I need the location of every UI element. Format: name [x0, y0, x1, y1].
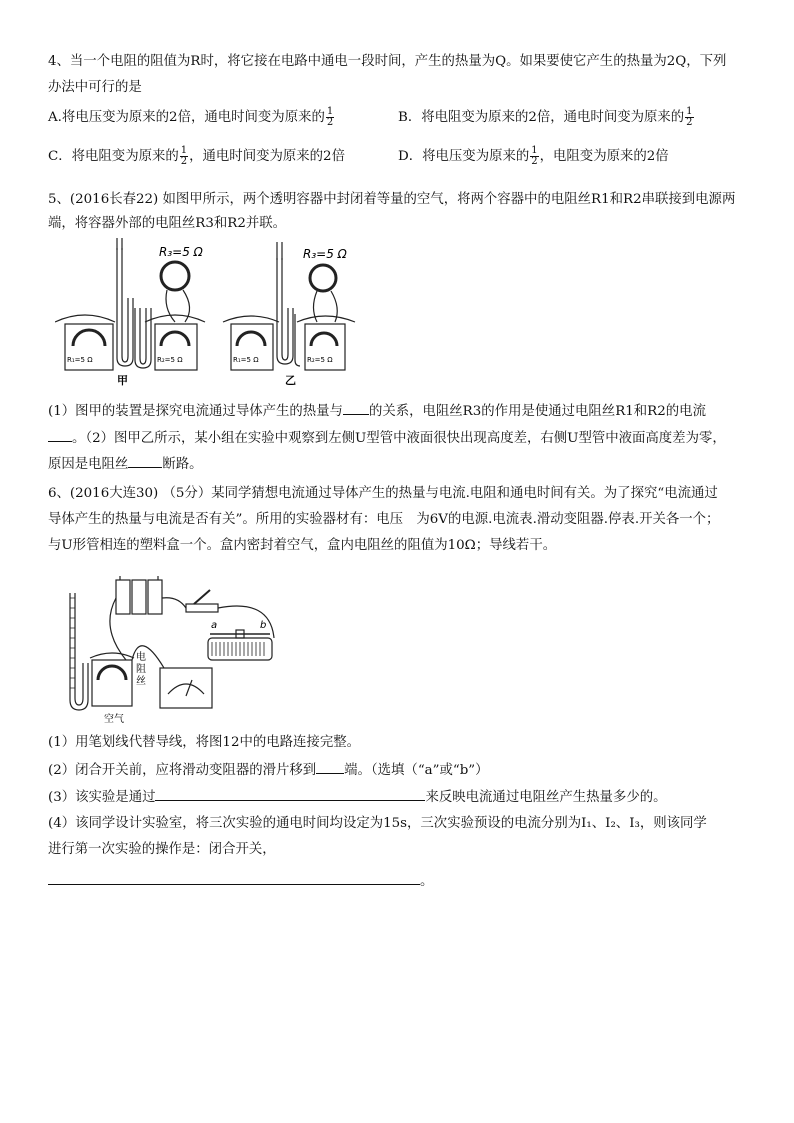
q5-part1-line: (1）图甲的装置是探究电流通过导体产生的热量与 的关系，电阻丝R3的作用是使通过电阻丝R1和R2的电流 [48, 400, 706, 423]
apparatus-yi [223, 242, 355, 370]
q4-option-a[interactable] [48, 107, 335, 129]
resistance-wire [98, 666, 126, 680]
q6-circuit-figure [60, 568, 292, 728]
q4-option-b-text: B．将电阻变为原来的2倍，通电时间变为原来的 [398, 110, 685, 125]
q6-part2-line: (2）闭合开关前，应将滑动变阻器的滑片移到 端。（选填（“a”或“b”） [48, 759, 489, 782]
r1-label-left: R₁=5 Ω [67, 356, 93, 364]
q6-part4-line-3: 。 [48, 870, 433, 893]
wire-label-2: 阻 [136, 664, 146, 675]
q6-part1: (1）用笔划线代替导线，将图12中的电路连接完整。 [48, 735, 360, 750]
switch [186, 604, 218, 612]
wire-label-3: 丝 [136, 676, 146, 687]
terminal-a-label: a [211, 620, 218, 631]
blank-q5-1[interactable] [343, 400, 369, 415]
q4-option-a-text: A.将电压变为原来的2倍，通电时间变为原来的 [48, 110, 325, 125]
q5-stem-line-2: 端，将容器外部的电阻丝R3和R2并联。 [48, 216, 287, 231]
q5-part2-line: 。（2）图甲乙所示，某小组在实验中观察到左侧U型管中液面很快出现高度差，右侧U型管中液面高度差为零， [48, 427, 726, 450]
battery-cell-3 [148, 580, 162, 614]
blank-q6-4[interactable] [48, 870, 420, 885]
air-label: 空气 [104, 714, 124, 725]
blank-q6-2[interactable] [316, 759, 344, 774]
terminal-b-label: b [260, 620, 267, 631]
q6-stem-line-2: 导体产生的热量与电流是否有关”。所用的实验器材有：电压 为6V的电源.电流表.滑动变阻器.停表.开关各一个； [48, 512, 720, 527]
q4-option-d-text-2: ，电阻变为原来的2倍 [539, 149, 669, 164]
fraction-half: $\frac{1}{2}$ [326, 106, 334, 128]
battery-cell-1 [116, 580, 130, 614]
q4-option-d-text-1: D．将电压变为原来的 [398, 149, 530, 164]
figure-label-jia: 甲 [117, 374, 128, 387]
q4-stem-line-2: 办法中可行的是 [48, 80, 142, 95]
blank-q5-3[interactable] [128, 453, 162, 468]
q4-option-c-text-2: ，通电时间变为原来的2倍 [189, 149, 345, 164]
q5-stem-line-1: 5、(2016长春22) 如图甲所示，两个透明容器中封闭着等量的空气，将两个容器中的电阻丝R1和R2串联接到电源两 [48, 192, 736, 207]
q4-option-b[interactable] [398, 107, 695, 129]
figure-label-yi: 乙 [285, 374, 296, 387]
q6-stem-line-1: 6、(2016大连30) （5分）某同学猜想电流通过导体产生的热量与电流.电阻和通电时间有关。为了探究“电流通过 [48, 486, 718, 501]
manometer-tube [70, 593, 88, 710]
blank-q5-2[interactable] [48, 427, 72, 442]
fraction-half: $\frac{1}{2}$ [180, 145, 188, 167]
q6-part3-line: (3）该实验是通过 来反映电流通过电阻丝产生热量多少的。 [48, 786, 667, 809]
fraction-half: $\frac{1}{2}$ [686, 106, 693, 128]
r3-label-left: R₃=5 Ω [159, 245, 203, 259]
q4-option-d[interactable] [398, 146, 669, 168]
r2-label-right: R₂=5 Ω [307, 356, 333, 364]
wire-label-1: 电 [136, 652, 146, 663]
q4-option-c[interactable] [48, 146, 345, 168]
battery-cell-2 [132, 580, 146, 614]
q5-figure [55, 238, 365, 388]
q6-part4-line-2: 进行第一次实验的操作是：闭合开关， [48, 842, 276, 857]
q6-part4-line-1: (4）该同学设计实验室，将三次实验的通电时间均设定为15s，三次实验预设的电流分别为I₁、I₂、I₃，则该同学 [48, 816, 707, 831]
q6-stem-line-3: 与U形管相连的塑料盒一个。盒内密封着空气，盒内电阻丝的阻值为10Ω；导线若干。 [48, 538, 557, 553]
r1-label-right: R₁=5 Ω [233, 356, 259, 364]
q4-stem-line-1: 4、当一个电阻的阻值为R时，将它接在电路中通电一段时间，产生的热量为Q。如果要使它产生的热量为2Q，下列 [48, 54, 727, 69]
q5-part3-line: 原因是电阻丝 断路。 [48, 453, 203, 476]
blank-q6-3[interactable] [155, 786, 425, 801]
ammeter [160, 668, 212, 708]
q4-option-c-text-1: C．将电阻变为原来的 [48, 149, 179, 164]
r2-label-left: R₂=5 Ω [157, 356, 183, 364]
r3-label-right: R₃=5 Ω [303, 247, 347, 261]
fraction-half: $\frac{1}{2}$ [531, 145, 538, 167]
